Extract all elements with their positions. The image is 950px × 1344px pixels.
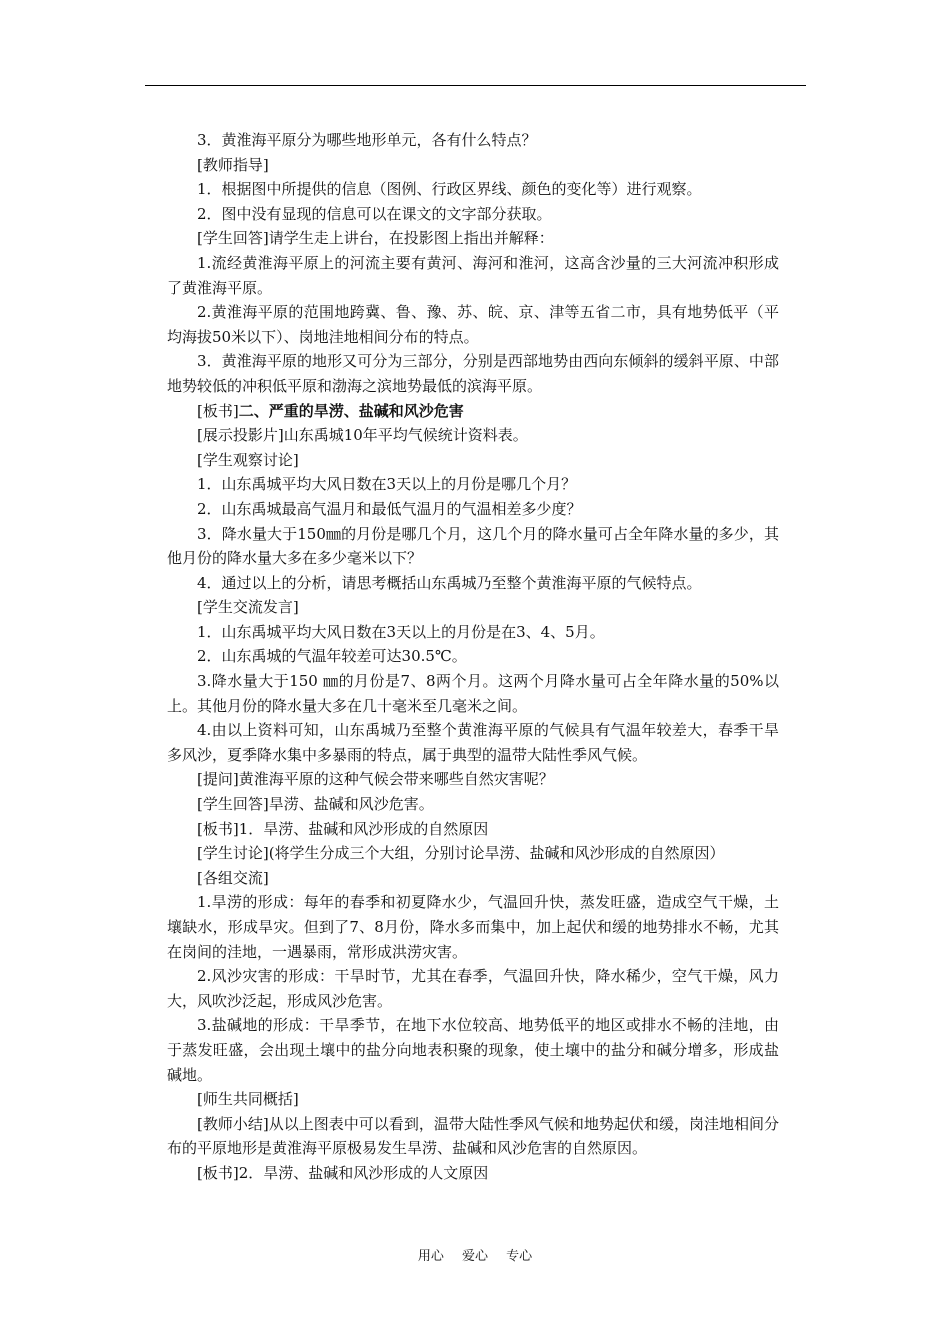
paragraph: 4.由以上资料可知，山东禹城乃至整个黄淮海平原的气候具有气温年较差大，春季干旱多风沙，夏季降水集中多暴雨的特点，属于典型的温带大陆性季风气候。 xyxy=(167,721,779,764)
paragraph: [师生共同概括] xyxy=(197,1090,299,1109)
paragraph: 4．通过以上的分析，请思考概括山东禹城乃至整个黄淮海平原的气候特点。 xyxy=(197,573,702,592)
paragraph: 2.黄淮海平原的范围地跨冀、鲁、豫、苏、皖、京、津等五省二市，具有地势低平（平均海拔50米以下）、岗地洼地相间分布的特点。 xyxy=(167,303,779,346)
paragraph: [教师小结]从以上图表中可以看到，温带大陆性季风气候和地势起伏和缓，岗洼地相间分布的平原地形是黄淮海平原极易发生旱涝、盐碱和风沙危害的自然原因。 xyxy=(167,1114,779,1158)
paragraph: 2．图中没有显现的信息可以在课文的文字部分获取。 xyxy=(197,204,552,223)
paragraph: 1.旱涝的形成：每年的春季和初夏降水少，气温回升快，蒸发旺盛，造成空气干燥，土壤缺水，形成旱灾。但到了7、8月份，降水多而集中，加上起伏和缓的地势排水不畅，尤其在岗间的洼地，一遇暴雨，常形成洪涝灾害。 xyxy=(167,893,779,961)
heading-title: 二、严重的旱涝、盐碱和风沙危害 xyxy=(238,401,464,420)
paragraph: [学生回答]旱涝、盐碱和风沙危害。 xyxy=(197,795,434,814)
header-rule xyxy=(145,85,806,86)
page-footer: 用心 爱心 专心 xyxy=(417,1249,533,1264)
section-heading xyxy=(167,399,779,424)
paragraph: [教师指导] xyxy=(197,155,269,174)
paragraph: 3．黄淮海平原分为哪些地形单元，各有什么特点？ xyxy=(197,131,537,149)
paragraph: 1．山东禹城平均大风日数在3天以上的月份是在3、4、5月。 xyxy=(197,622,605,641)
paragraph: [展示投影片]山东禹城10年平均气候统计资料表。 xyxy=(197,426,528,445)
paragraph: 3.盐碱地的形成：干旱季节，在地下水位较高、地势低平的地区或排水不畅的洼地，由于蒸发旺盛，会出现土壤中的盐分向地表积聚的现象，使土壤中的盐分和碱分增多，形成盐碱地。 xyxy=(167,1016,779,1084)
paragraph: 2．山东禹城最高气温月和最低气温月的气温相差多少度？ xyxy=(197,499,582,518)
paragraph: 1.流经黄淮海平原上的河流主要有黄河、海河和淮河，这高含沙量的三大河流冲积形成了黄淮海平原。 xyxy=(167,253,779,297)
paragraph: [学生交流发言] xyxy=(197,598,299,617)
paragraph: [学生回答]请学生走上讲台，在投影图上指出并解释： xyxy=(197,229,554,248)
paragraph: 2.风沙灾害的形成：干旱时节，尤其在春季，气温回升快，降水稀少，空气干燥，风力大，风吹沙泛起，形成风沙危害。 xyxy=(167,967,779,1010)
paragraph: [板书]1．旱涝、盐碱和风沙形成的自然原因 xyxy=(197,819,489,838)
paragraph: [各组交流] xyxy=(197,868,269,887)
paragraph: 3.降水量大于150 ㎜的月份是7、8两个月。这两个月降水量可占全年降水量的50%以上。其他月份的降水量大多在几十毫米至几毫米之间。 xyxy=(167,672,779,715)
heading-prefix: [板书] xyxy=(197,401,239,420)
document-body xyxy=(167,128,779,1186)
paragraph: [板书]2．旱涝、盐碱和风沙形成的人文原因 xyxy=(197,1163,489,1182)
paragraph: [学生讨论](将学生分成三个大组，分别讨论旱涝、盐碱和风沙形成的自然原因） xyxy=(197,844,725,863)
paragraph: [学生观察讨论] xyxy=(197,450,299,469)
paragraph: 1．山东禹城平均大风日数在3天以上的月份是哪几个月？ xyxy=(197,475,577,494)
paragraph: 3．降水量大于150㎜的月份是哪几个月，这几个月的降水量可占全年降水量的多少，其他月份的降水量大多在多少毫米以下？ xyxy=(167,524,779,568)
paragraph: 3．黄淮海平原的地形又可分为三部分，分别是西部地势由西向东倾斜的缓斜平原、中部地势较低的冲积低平原和渤海之滨地势最低的滨海平原。 xyxy=(167,352,779,395)
paragraph: [提问]黄淮海平原的这种气候会带来哪些自然灾害呢？ xyxy=(197,770,554,789)
paragraph: 2．山东禹城的气温年较差可达30.5℃。 xyxy=(197,647,467,666)
paragraph: 1．根据图中所提供的信息（图例、行政区界线、颜色的变化等）进行观察。 xyxy=(197,180,702,199)
